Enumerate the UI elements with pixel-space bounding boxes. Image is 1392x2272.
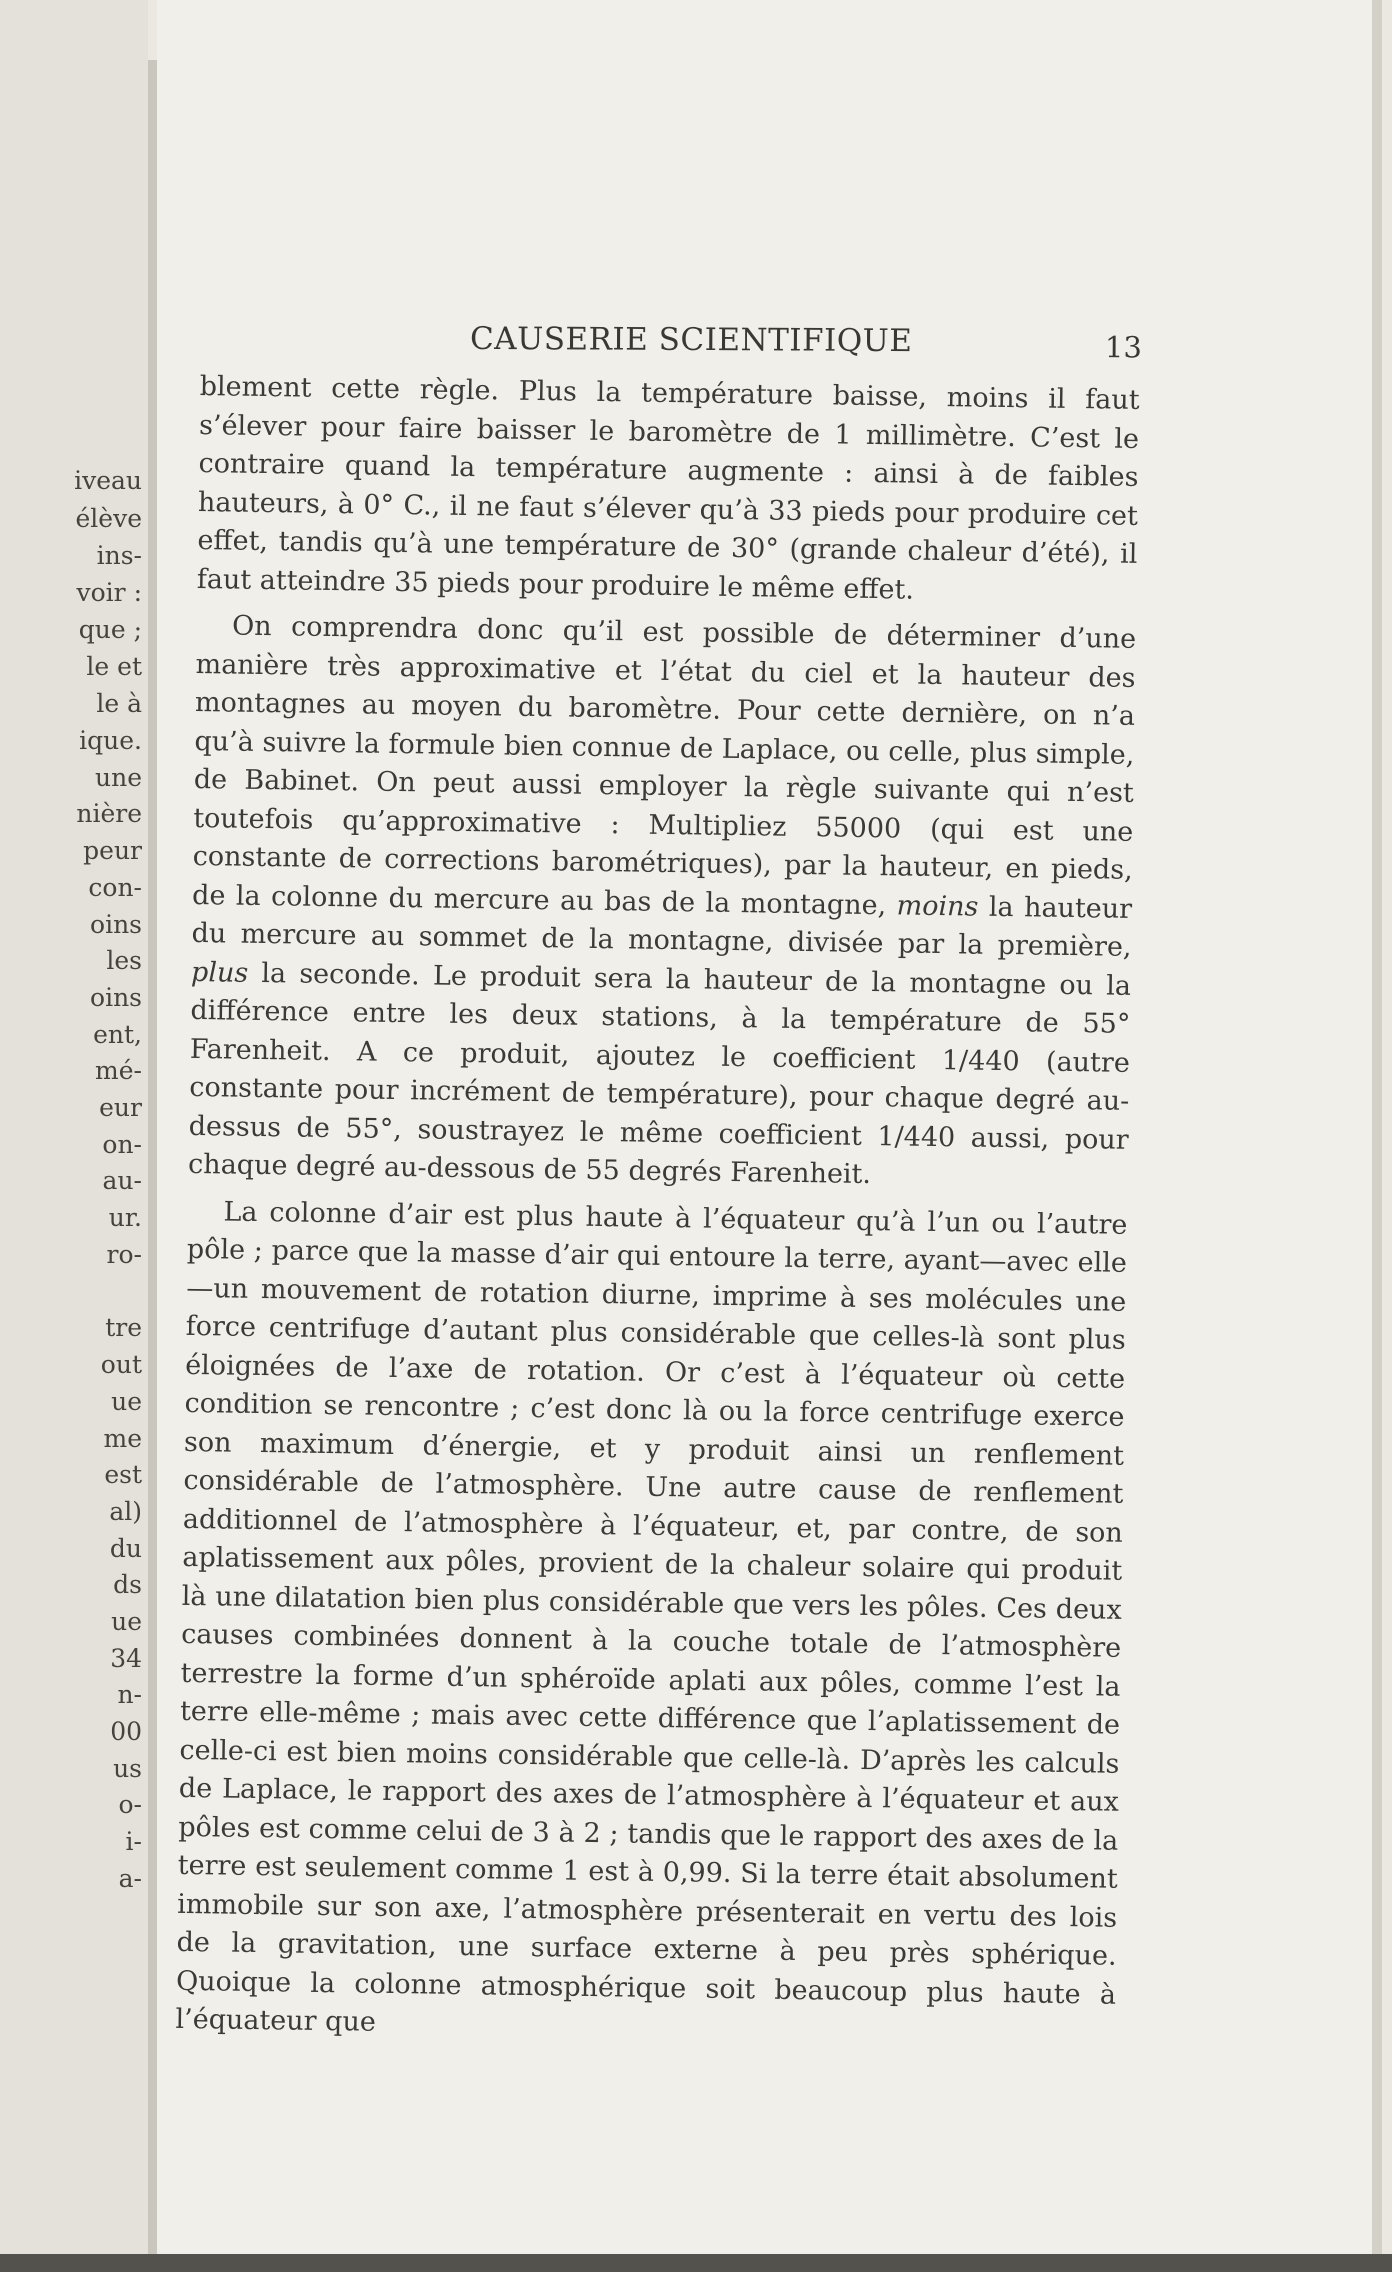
- facing-fragment: voir :: [76, 578, 142, 607]
- facing-fragment: eur: [99, 1093, 142, 1122]
- paragraph-text: aussi, pour chaque degré au-dessous de 55 degrés Farenheit.: [187, 1121, 1129, 1191]
- facing-fragment: est: [104, 1460, 142, 1489]
- facing-fragment: nière: [76, 799, 142, 828]
- facing-fragment: i-: [125, 1827, 142, 1856]
- facing-fragment: tre: [105, 1313, 142, 1342]
- facing-fragment: a-: [118, 1864, 142, 1893]
- facing-fragment: out: [100, 1350, 142, 1379]
- facing-fragment: 00: [110, 1717, 142, 1746]
- paragraph: blement cette règle. Plus la température baisse, moins il faut s’élever pour faire baisser le baromètre de 1 millimètre. C’est le contraire quand la température augmente : ainsi à de faibles hauteurs, à 0° C., il ne faut s’élever qu’à 33 pieds pour produire cet effet, tandis qu’à une température de 30° (grande chaleur d’été), il faut atteindre 35 pieds pour produire le même effet.: [196, 370, 1140, 606]
- running-title: CAUSERIE SCIENTIFIQUE: [469, 320, 913, 360]
- paragraph-text: la hauteur du mercure au sommet de la montagne, divisée par la première,: [191, 891, 1133, 963]
- paragraph-text: la seconde. Le produit sera la hauteur de la montagne ou la différence entre les deux stations, à la température de 55° Farenheit. A ce produit, ajoutez le coefficient: [189, 957, 1132, 1076]
- italic-word: plus: [190, 956, 249, 989]
- facing-fragment: que ;: [78, 615, 142, 644]
- facing-fragment: ent,: [93, 1020, 142, 1049]
- paragraph-text: (autre constante pour incrément de température), pour chaque degré au-dessus de 55°, soustrayez le même coefficient: [188, 1045, 1131, 1152]
- facing-fragment: me: [103, 1424, 142, 1453]
- facing-fragment: le et: [86, 652, 142, 681]
- facing-fragment: le à: [96, 689, 142, 718]
- body-text: [175, 368, 1140, 2061]
- paragraph: [188, 607, 1136, 1198]
- facing-fragment: o-: [118, 1790, 142, 1819]
- facing-fragment: les: [106, 946, 142, 975]
- facing-fragment: ue: [111, 1607, 142, 1636]
- book-gutter: [148, 60, 157, 2272]
- facing-fragment: peur: [83, 836, 142, 865]
- fraction: 1/440: [877, 1120, 956, 1153]
- paragraph-text: On comprendra donc qu’il est possible de déterminer d’une manière très approximative et l’état du ciel et la hauteur des montagnes au moyen du baromètre. Pour cette dernière, on n’a qu’à suivre la formule bien connue de Laplace, ou celle, plus simple, de Babinet. On peut aussi employer la règle suivante qui n’est toutefois qu’approximative : Multipliez 55000 (qui est une constante de corrections barométriques), par la hauteur, en pieds, de la colonne du mercure au bas de la montagne,: [191, 610, 1137, 921]
- facing-fragment: us: [113, 1754, 142, 1783]
- page-header: [0, 318, 1392, 365]
- facing-fragment: ue: [111, 1387, 142, 1416]
- italic-word: moins: [896, 889, 979, 923]
- fraction: 1/440: [941, 1044, 1020, 1077]
- facing-fragment: élève: [75, 504, 142, 533]
- facing-fragment: n-: [117, 1680, 142, 1709]
- scan-bottom-edge: [0, 2254, 1392, 2272]
- facing-fragment: une: [95, 763, 142, 792]
- page-number: 13: [1104, 330, 1142, 365]
- facing-fragment: al): [109, 1497, 142, 1526]
- facing-fragment: ur.: [108, 1203, 142, 1232]
- facing-fragment: ins-: [96, 541, 142, 570]
- paragraph: La colonne d’air est plus haute à l’équateur qu’à l’un ou l’autre pôle ; parce que la masse d’air qui entoure la terre, ayant—avec elle—un mouvement de rotation diurne, imprime à ses molécules une force centrifuge d’autant plus considérable que celles-là sont plus éloignées de l’axe de rotation. Or c’est à l’équateur où cette condition se rencontre ; c’est donc là ou la force centrifuge exerce son maximum d’énergie, et y produit ainsi un renflement considérable de l’atmosphère. Une autre cause de renflement additionnel de l’atmosphère à l’équateur, et, par contre, de son aplatissement aux pôles, provient de la chaleur solaire qui produit là une dilatation bien plus considérable que vers les pôles. Ces deux causes combinées donnent à la couche totale de l’atmosphère terrestre la forme d’un sphéroïde aplati aux pôles, comme l’est la terre elle-même ; mais avec cette différence que l’aplatissement de celle-ci est bien moins considérable que celle-là. D’après les calculs de Laplace, le rapport des axes de l’atmosphère à l’équateur et aux pôles est comme celui de 3 à 2 ; tandis que le rapport des axes de la terre est seulement comme 1 est à 0,99. Si la terre était absolument immobile sur son axe, l’atmosphère présenterait en vertu des lois de la gravitation, une surface externe à peu près sphérique. Quoique la colonne atmosphérique soit beaucoup plus haute à l’équateur que: [175, 1195, 1128, 2038]
- facing-fragment: ique.: [79, 726, 142, 755]
- facing-fragment: oins: [90, 983, 142, 1012]
- facing-fragment: du: [109, 1534, 142, 1563]
- facing-fragment: au-: [102, 1166, 142, 1195]
- facing-fragment: con-: [88, 873, 142, 902]
- facing-fragment: mé-: [95, 1056, 142, 1085]
- facing-fragment: 34: [110, 1644, 142, 1673]
- facing-fragment: oins: [90, 910, 142, 939]
- facing-fragment: ds: [113, 1570, 142, 1599]
- facing-fragment: ro-: [106, 1240, 142, 1269]
- facing-fragment: iveau: [74, 466, 142, 495]
- facing-fragment: on-: [102, 1130, 142, 1159]
